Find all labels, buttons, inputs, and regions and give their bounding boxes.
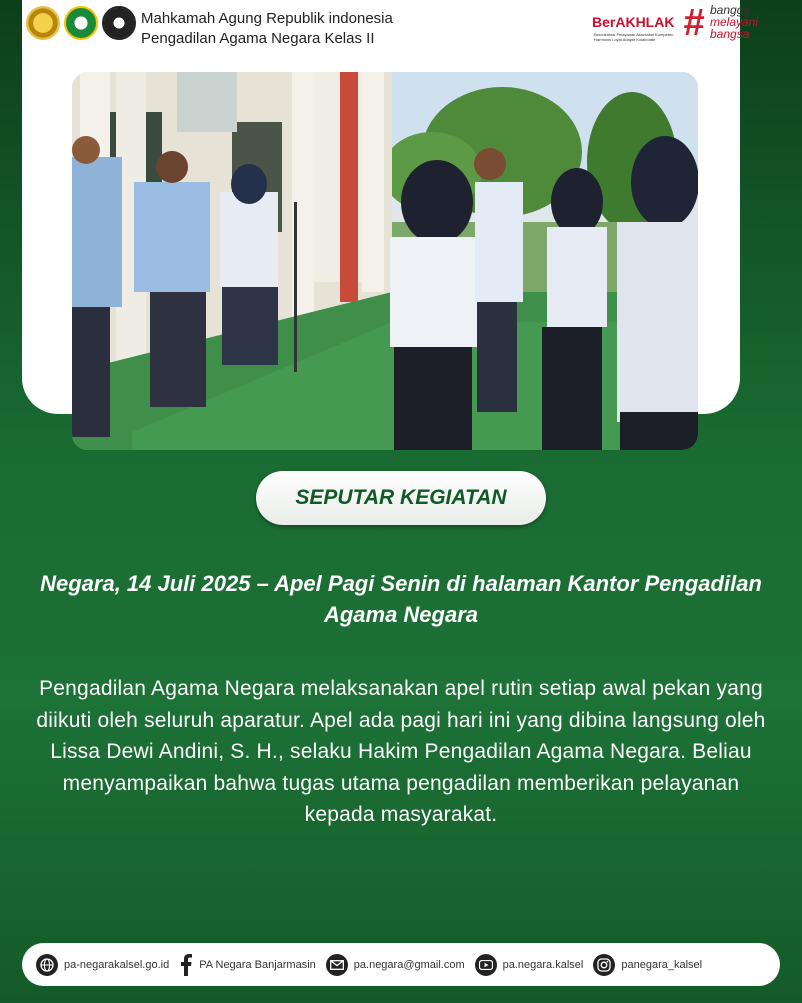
footer-instagram[interactable]: [593, 954, 702, 976]
berakhlak-subtext: Berorientasi Pelayanan Akuntabel Kompeten Harmonis Loyal Adaptif Kolaboratif: [594, 32, 674, 42]
footer-youtube[interactable]: [475, 954, 584, 976]
logo-group: [26, 6, 136, 40]
slogan-line-1: bangga: [710, 3, 751, 17]
berakhlak-text: BerAKHLAK: [592, 14, 675, 30]
org-line-2: Pengadilan Agama Negara Kelas II: [141, 30, 375, 47]
footer-contact-bar: [22, 943, 780, 986]
garuda-emblem-icon: [26, 6, 60, 40]
event-photo: [72, 72, 698, 450]
website-text: pa-negarakalsel.go.id: [64, 958, 170, 971]
globe-icon: [36, 954, 58, 976]
org-line-1: Mahkamah Agung Republik indonesia: [141, 10, 393, 27]
footer-website[interactable]: [36, 954, 169, 976]
mail-icon: [326, 954, 348, 976]
body-paragraph: Pengadilan Agama Negara melaksanakan apel rutin setiap awal pekan yang diikuti oleh seluruh aparatur. Apel ada pagi hari ini yang dibina langsung oleh Lissa Dewi Andini, S. H., selaku Hakim Pengadilan Agama Negara. Beliau menyampaikan bahwa tugas utama pengadilan memberikan pelayanan kepada masyarakat.: [36, 677, 766, 826]
headline: Negara, 14 Juli 2025 – Apel Pagi Senin di halaman Kantor Pengadilan Agama Negara: [40, 571, 762, 627]
slogan-line-3: bangsa: [710, 27, 750, 41]
hashtag-icon: #: [683, 2, 705, 44]
badilag-logo-icon: [102, 6, 136, 40]
instagram-text: panegara_kalsel: [621, 958, 703, 971]
facebook-text: PA Negara Banjarmasin: [199, 958, 316, 971]
instagram-icon: [593, 954, 615, 976]
facebook-icon: [179, 954, 193, 976]
youtube-icon: [475, 954, 497, 976]
organization-name: [141, 9, 393, 49]
footer-email[interactable]: [326, 954, 465, 976]
berakhlak-badge: [592, 4, 772, 42]
youtube-text: pa.negara.kalsel: [502, 958, 584, 971]
email-text: pa.negara@gmail.com: [353, 958, 465, 971]
section-label: SEPUTAR KEGIATAN: [256, 471, 546, 525]
mahkamah-agung-logo-icon: [64, 6, 98, 40]
slogan: [710, 4, 758, 40]
footer-facebook[interactable]: [179, 954, 316, 976]
slogan-line-2: melayani: [710, 15, 759, 29]
